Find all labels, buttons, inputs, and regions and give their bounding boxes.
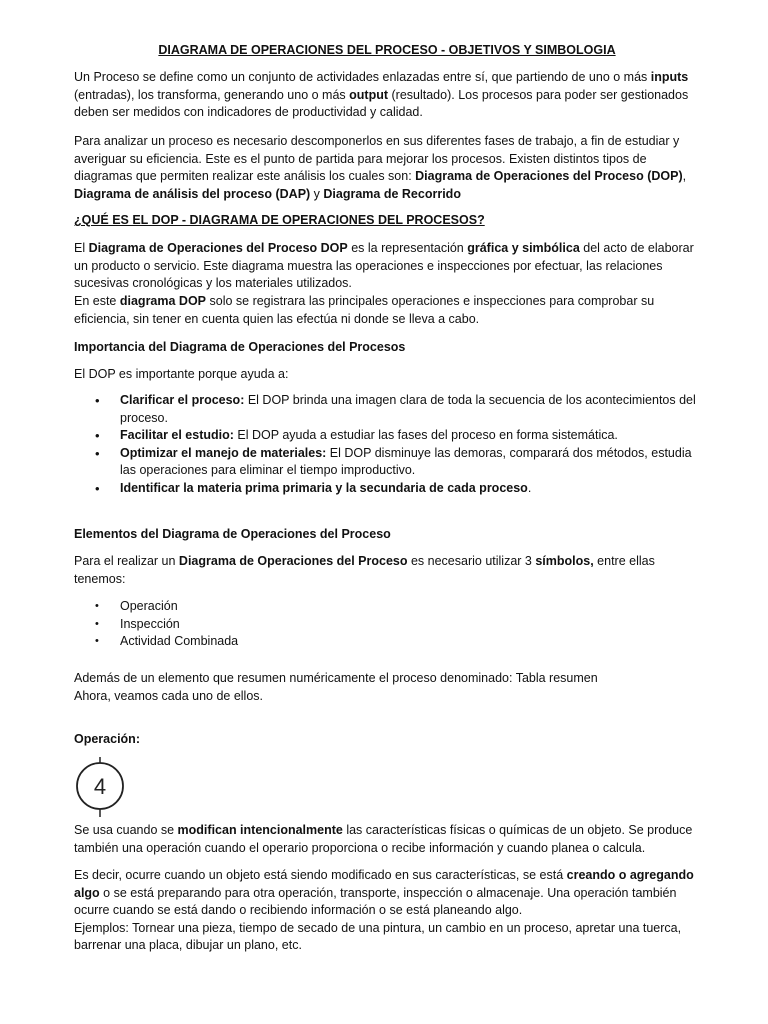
importancia-heading: Importancia del Diagrama de Operaciones del Procesos [74, 340, 406, 354]
operacion-heading: Operación: [74, 732, 140, 746]
operation-symbol-number: 4 [93, 774, 107, 799]
elementos-heading: Elementos del Diagrama de Operaciones del Proceso [74, 527, 391, 541]
list-item: • Operación [74, 598, 700, 616]
elementos-paragraph-2: Además de un elemento que resumen numéricamente el proceso denominado: Tabla resumen Ahora, veamos cada uno de ellos. [74, 671, 598, 703]
list-item: • Optimizar el manejo de materiales: El DOP disminuye las demoras, comparará dos métodos, estudia las operaciones para eliminar el tiempo improductivo. [74, 445, 700, 480]
list-item: • Inspección [74, 616, 700, 634]
elementos-paragraph-1: Para el realizar un Diagrama de Operaciones del Proceso es necesario utilizar 3 símbolos, entre ellas tenemos: [74, 554, 655, 586]
operacion-paragraph-1: Se usa cuando se modifican intencionalmente las características físicas o químicas de un objeto. Se produce también una operación cuando el operario proporciona o recibe información y cuando planea o calcula. [74, 823, 693, 855]
list-item: • Identificar la materia prima primaria y la secundaria de cada proceso. [74, 480, 700, 498]
operacion-paragraph-2: Es decir, ocurre cuando un objeto está siendo modificado en sus características, se está creando o agregando algo o se está preparando para otra operación, transporte, inspección o almacenaje. Una operación también ocurre cuando se está dando o recibiendo información o se está planeando algo. Ejemplos: Tornear una pieza, tiempo de secado de una pintura, un cambio en un proceso, apretar una tuerca, barrenar una placa, dibujar un plano, etc. [74, 868, 694, 952]
section-heading-que-es: ¿QUÉ ES EL DOP - DIAGRAMA DE OPERACIONES DEL PROCESOS? [74, 213, 485, 227]
importancia-lead: El DOP es importante porque ayuda a: [74, 367, 289, 381]
importancia-list [74, 392, 700, 497]
intro-paragraph-1: Un Proceso se define como un conjunto de actividades enlazadas entre sí, que partiendo de uno o más inputs (entradas), los transforma, generando uno o más output (resultado). Los procesos para poder ser gestionados deben ser medidos con indicadores de productividad y calidad. [74, 70, 689, 119]
list-item: • Clarificar el proceso: El DOP brinda una imagen clara de toda la secuencia de los acontecimientos del proceso. [74, 392, 700, 427]
title-text: DIAGRAMA DE OPERACIONES DEL PROCESO - OBJETIVOS Y SIMBOLOGIA [158, 43, 616, 57]
operation-symbol-icon [74, 757, 126, 817]
intro-paragraph-2: Para analizar un proceso es necesario descomponerlos en sus diferentes fases de trabajo, a fin de estudiar y averiguar su eficiencia. Este es el punto de partida para mejorar los procesos. Existen distintos tipos de diagramas que permiten realizar este análisis los cuales son: Diagrama de Operaciones del Proceso (DOP), Diagrama de análisis del proceso (DAP) y Diagrama de Recorrido [74, 134, 687, 201]
document-title [74, 42, 700, 60]
list-item: • Facilitar el estudio: El DOP ayuda a estudiar las fases del proceso en forma sistemática. [74, 427, 700, 445]
que-es-paragraph-2: En este diagrama DOP solo se registrara las principales operaciones e inspecciones para comprobar su eficiencia, sin tener en cuenta quien las efectúa ni donde se lleva a cabo. [74, 294, 655, 326]
elementos-list [74, 598, 700, 651]
list-item: • Actividad Combinada [74, 633, 700, 651]
que-es-paragraph-1: El Diagrama de Operaciones del Proceso DOP es la representación gráfica y simbólica del acto de elaborar un producto o servicio. Este diagrama muestra las operaciones e inspecciones por efectuar, las relaciones sucesivas cronológicas y los materiales utilizados. [74, 241, 694, 290]
